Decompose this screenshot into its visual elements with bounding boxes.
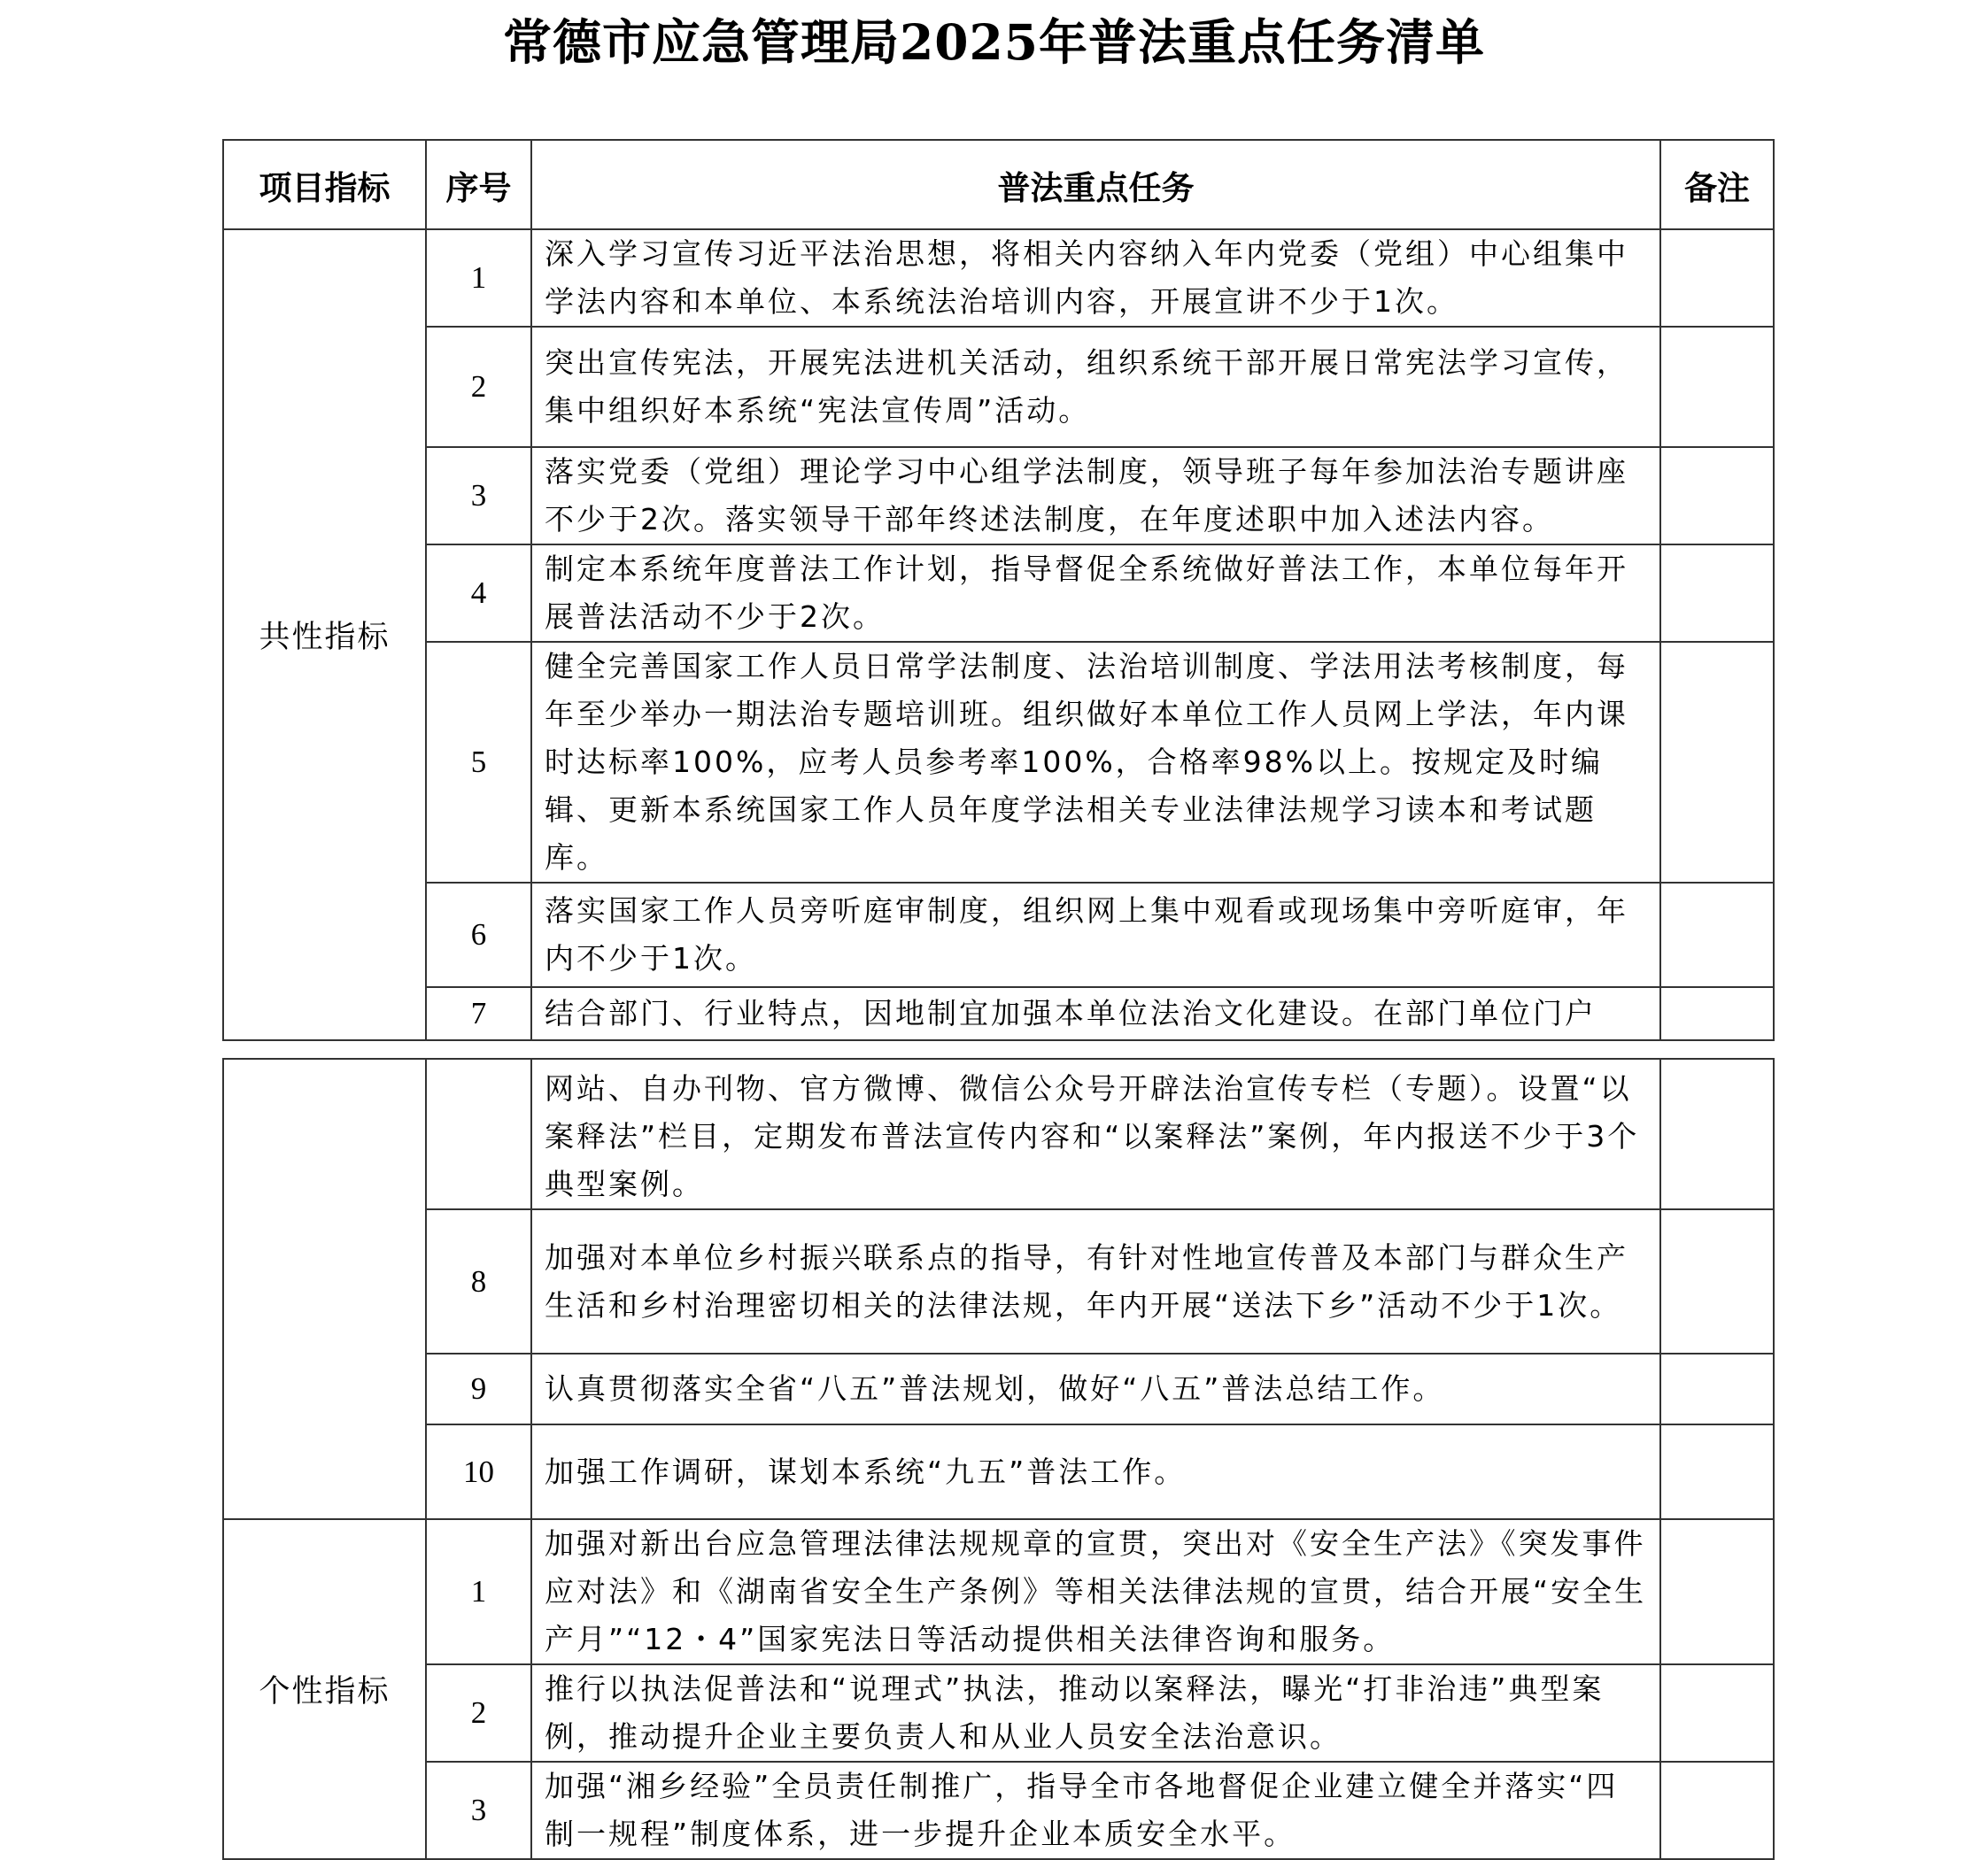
table-row (223, 544, 1774, 642)
task-table-part-2 (222, 1058, 1775, 1860)
table-row (223, 1664, 1774, 1762)
note-cell (1660, 544, 1774, 642)
task-text: 加强对本单位乡村振兴联系点的指导，有针对性地宣传普及本部门与群众生产生活和乡村治理密切相关的法律法规，年内开展“送法下乡”活动不少于1次。 (531, 1209, 1660, 1354)
header-note: 备注 (1660, 140, 1774, 229)
page-title: 常德市应急管理局2025年普法重点任务清单 (502, 13, 1486, 71)
table-row (223, 229, 1774, 327)
row-number: 9 (426, 1354, 531, 1424)
row-number: 7 (426, 987, 531, 1040)
row-number: 1 (426, 1519, 531, 1664)
task-text: 网站、自办刊物、官方微博、微信公众号开辟法治宣传专栏（专题）。设置“以案释法”栏目，定期发布普法宣传内容和“以案释法”案例，年内报送不少于3个典型案例。 (531, 1059, 1660, 1209)
row-number: 6 (426, 883, 531, 987)
header-task: 普法重点任务 (531, 140, 1660, 229)
table-row (223, 1424, 1774, 1519)
note-cell (1660, 1519, 1774, 1664)
table-row (223, 1209, 1774, 1354)
task-text: 落实党委（党组）理论学习中心组学法制度，领导班子每年参加法治专题讲座不少于2次。落实领导干部年终述法制度，在年度述职中加入述法内容。 (531, 447, 1660, 544)
task-table-part-1 (222, 139, 1775, 1041)
task-text: 突出宣传宪法，开展宪法进机关活动，组织系统干部开展日常宪法学习宣传，集中组织好本系统“宪法宣传周”活动。 (531, 327, 1660, 447)
row-number: 4 (426, 544, 531, 642)
header-category: 项目指标 (223, 140, 426, 229)
task-text: 加强“湘乡经验”全员责任制推广，指导全市各地督促企业建立健全并落实“四制一规程”制度体系，进一步提升企业本质安全水平。 (531, 1762, 1660, 1859)
category-cell-specific: 个性指标 (223, 1519, 426, 1859)
note-cell (1660, 447, 1774, 544)
table-row (223, 642, 1774, 883)
note-cell (1660, 1209, 1774, 1354)
task-text: 落实国家工作人员旁听庭审制度，组织网上集中观看或现场集中旁听庭审，年内不少于1次。 (531, 883, 1660, 987)
table-row (223, 327, 1774, 447)
category-cell-common-continued (223, 1059, 426, 1519)
row-number: 8 (426, 1209, 531, 1354)
note-cell (1660, 883, 1774, 987)
row-number (426, 1059, 531, 1209)
task-text: 推行以执法促普法和“说理式”执法，推动以案释法，曝光“打非治违”典型案例，推动提升企业主要负责人和从业人员安全法治意识。 (531, 1664, 1660, 1762)
note-cell (1660, 642, 1774, 883)
note-cell (1660, 1354, 1774, 1424)
task-text: 制定本系统年度普法工作计划，指导督促全系统做好普法工作，本单位每年开展普法活动不少于2次。 (531, 544, 1660, 642)
note-cell (1660, 1762, 1774, 1859)
table-row (223, 1519, 1774, 1664)
row-number: 10 (426, 1424, 531, 1519)
note-cell (1660, 229, 1774, 327)
row-number: 2 (426, 327, 531, 447)
table-row (223, 987, 1774, 1040)
task-text: 深入学习宣传习近平法治思想，将相关内容纳入年内党委（党组）中心组集中学法内容和本单位、本系统法治培训内容，开展宣讲不少于1次。 (531, 229, 1660, 327)
row-number: 3 (426, 447, 531, 544)
note-cell (1660, 1059, 1774, 1209)
task-text: 结合部门、行业特点，因地制宜加强本单位法治文化建设。在部门单位门户 (531, 987, 1660, 1040)
table-row (223, 1354, 1774, 1424)
header-index: 序号 (426, 140, 531, 229)
task-text: 加强工作调研，谋划本系统“九五”普法工作。 (531, 1424, 1660, 1519)
table-row (223, 447, 1774, 544)
category-cell-common: 共性指标 (223, 229, 426, 1040)
row-number: 3 (426, 1762, 531, 1859)
table-row (223, 883, 1774, 987)
row-number: 5 (426, 642, 531, 883)
note-cell (1660, 1664, 1774, 1762)
task-text: 认真贯彻落实全省“八五”普法规划，做好“八五”普法总结工作。 (531, 1354, 1660, 1424)
row-number: 1 (426, 229, 531, 327)
task-text: 健全完善国家工作人员日常学法制度、法治培训制度、学法用法考核制度，每年至少举办一期法治专题培训班。组织做好本单位工作人员网上学法，年内课时达标率100%，应考人员参考率100%，合格率98%以上。按规定及时编辑、更新本系统国家工作人员年度学法相关专业法律法规学习读本和考试题库。 (531, 642, 1660, 883)
note-cell (1660, 987, 1774, 1040)
task-text: 加强对新出台应急管理法律法规规章的宣贯，突出对《安全生产法》《突发事件应对法》和《湖南省安全生产条例》等相关法律法规的宣贯，结合开展“安全生产月”“12・4”国家宪法日等活动提供相关法律咨询和服务。 (531, 1519, 1660, 1664)
table-row (223, 1059, 1774, 1209)
note-cell (1660, 1424, 1774, 1519)
table-header-row (223, 140, 1774, 229)
row-number: 2 (426, 1664, 531, 1762)
note-cell (1660, 327, 1774, 447)
table-row (223, 1762, 1774, 1859)
